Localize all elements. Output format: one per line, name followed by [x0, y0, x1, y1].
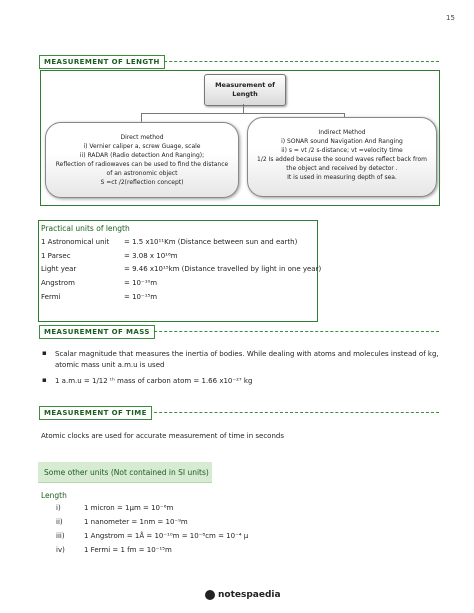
other-units-title: Some other units (Not contained in SI units) [44, 468, 209, 477]
section-header-length [39, 55, 439, 69]
direct-line: ii) RADAR (Radio detection And Ranging); [79, 152, 205, 159]
connector-line [243, 104, 244, 113]
list-item: 1 Angstrom = 1Å = 10⁻¹⁰m = 10⁻⁸cm = 10⁻⁴ μ [84, 532, 249, 540]
time-text: Atomic clocks are used for accurate measurement of time in seconds [41, 432, 284, 440]
list-item: 1 micron = 1μm = 10⁻⁶m [84, 504, 174, 512]
section-title: MEASUREMENT OF LENGTH [39, 55, 165, 69]
direct-method-node [45, 122, 239, 198]
list-number: i) [56, 504, 61, 512]
indirect-line: It is used in measuring depth of sea. [287, 174, 397, 181]
unit-name: Angstrom [41, 279, 75, 287]
list-item: 1 Fermi = 1 fm = 10⁻¹⁵m [84, 546, 172, 554]
practical-units-title: Practical units of length [41, 224, 130, 233]
root-line: Measurement of [215, 81, 275, 89]
diagram-root-node [204, 74, 286, 106]
indirect-line: the object and received by detector . [286, 165, 398, 172]
direct-line: i) Vernier caliper a, screw Guage, scale [83, 143, 201, 150]
unit-name: 1 Parsec [41, 252, 71, 260]
section-divider [149, 61, 439, 62]
page-number: 15 [446, 14, 455, 22]
section-header-time [39, 406, 439, 420]
section-divider [139, 412, 439, 413]
section-title: MEASUREMENT OF MASS [39, 325, 155, 339]
connector-line [141, 113, 345, 114]
root-line: Length [232, 90, 258, 98]
section-header-mass [39, 325, 439, 339]
unit-name: Light year [41, 265, 77, 273]
direct-line: Reflection of radiowaves can be used to find the distance [55, 161, 229, 168]
direct-line: S =ct /2(reflection concept) [100, 179, 184, 186]
brand-name: notespaedia [218, 590, 281, 600]
direct-line: of an astronomic object [106, 170, 178, 177]
unit-name: Fermi [41, 293, 61, 301]
indirect-line: 1/2 Is added because the sound waves reflect back from [257, 156, 427, 163]
indirect-title: Indirect Method [318, 129, 366, 136]
unit-value: = 10⁻¹⁵m [124, 293, 158, 301]
list-item: 1 nanometer = 1nm = 10⁻⁹m [84, 518, 188, 526]
section-divider [139, 331, 439, 332]
unit-value: = 3.08 x 10¹⁶m [124, 252, 178, 260]
section-title: MEASUREMENT OF TIME [39, 406, 152, 420]
list-number: iv) [56, 546, 65, 554]
mass-text: atomic mass unit a.m.u is used [55, 361, 165, 369]
footer-brand [205, 590, 281, 600]
unit-name: 1 Astronomical unit [41, 238, 110, 246]
bullet-icon: ▪ [42, 349, 47, 357]
indirect-line: i) SONAR sound Navigation And Ranging [281, 138, 403, 145]
unit-value: = 9.46 x10¹⁵km (Distance travelled by light in one year) [124, 265, 322, 273]
indirect-method-node [247, 117, 437, 197]
list-number: iii) [56, 532, 65, 540]
mass-text: Scalar magnitude that measures the inertia of bodies. While dealing with atoms and molecules instead of kg, [55, 350, 439, 358]
direct-title: Direct method [120, 134, 164, 141]
bullet-icon: ▪ [42, 376, 47, 384]
length-subheading: Length [41, 491, 67, 500]
indirect-line: ii) s = vt /2 s-distance; vt =velocity time [281, 147, 403, 154]
list-number: ii) [56, 518, 63, 526]
unit-value: = 10⁻¹⁰m [124, 279, 158, 287]
unit-value: = 1.5 x10¹¹Km (Distance between sun and earth) [124, 238, 298, 246]
brand-logo-icon [205, 590, 215, 600]
mass-text: 1 a.m.u = 1/12 ᵗʰ mass of carbon atom = 1.66 x10⁻²⁷ kg [55, 377, 253, 385]
